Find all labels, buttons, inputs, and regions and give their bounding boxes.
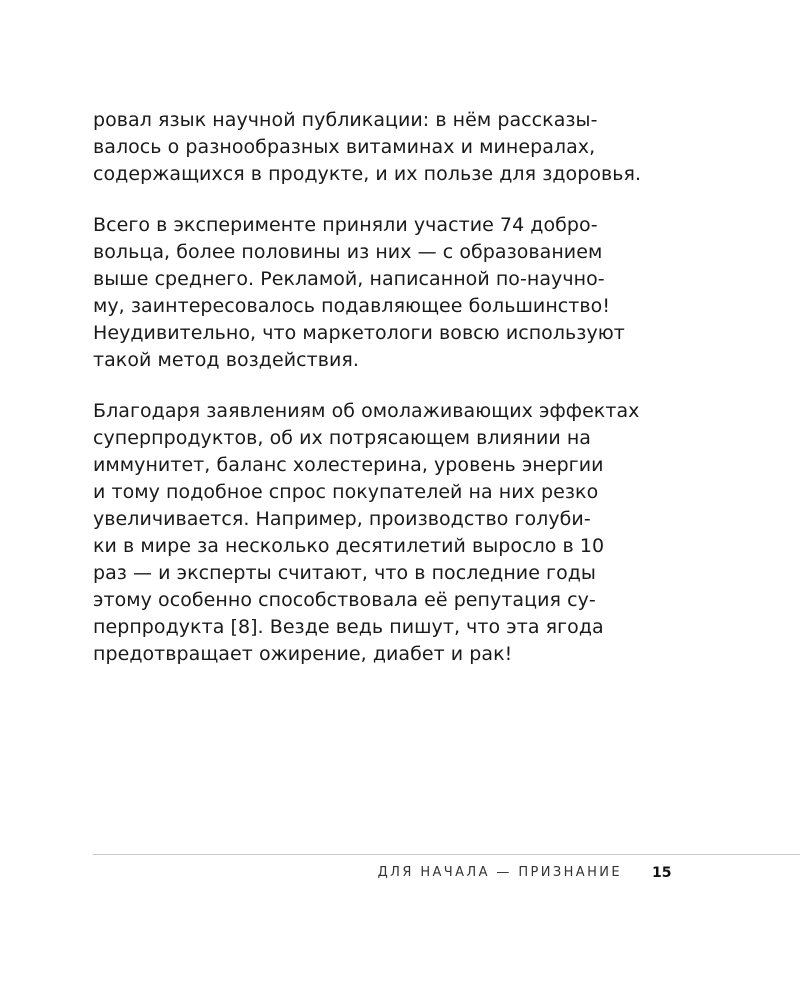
- text-line: Всего в эксперименте приняли участие 74 добро-: [93, 214, 598, 236]
- text-line: Благодаря заявлениям об омолаживающих эффектах: [93, 400, 640, 422]
- text-line: иммунитет, баланс холестерина, уровень энергии: [93, 454, 604, 476]
- footer-divider: [93, 854, 800, 855]
- text-line: му, заинтересовалось подавляющее большинство!: [93, 295, 610, 317]
- page-number: 15: [652, 865, 672, 881]
- text-line: этому особенно способствовала её репутация су-: [93, 589, 596, 611]
- text-line: выше среднего. Рекламой, написанной по-научно-: [93, 268, 605, 290]
- text-line: увеличивается. Например, производство голуби-: [93, 508, 591, 530]
- text-line: валось о разнообразных витаминах и минералах,: [93, 136, 596, 158]
- text-line: вольца, более половины из них — с образованием: [93, 241, 603, 263]
- text-line: Неудивительно, что маркетологи вовсю используют: [93, 322, 625, 344]
- paragraph-1: [93, 107, 663, 188]
- text-line: суперпродуктов, об их потрясающем влиянии на: [93, 427, 591, 449]
- text-line: перпродукта [8]. Везде ведь пишут, что эта ягода: [93, 616, 604, 638]
- paragraph-2: [93, 212, 663, 374]
- text-line: и тому подобное спрос покупателей на них резко: [93, 481, 599, 503]
- text-line: раз — и эксперты считают, что в последние годы: [93, 562, 596, 584]
- paragraph-3: [93, 398, 663, 668]
- text-line: ровал язык научной публикации: в нём рассказы-: [93, 109, 598, 131]
- text-line: содержащихся в продукте, и их пользе для здоровья.: [93, 163, 642, 185]
- running-head: ДЛЯ НАЧАЛА — ПРИЗНАНИЕ: [377, 865, 622, 880]
- text-line: предотвращает ожирение, диабет и рак!: [93, 643, 513, 665]
- text-line: такой метод воздействия.: [93, 349, 359, 371]
- body-text: [93, 107, 663, 692]
- text-line: ки в мире за несколько десятилетий выросло в 10: [93, 535, 605, 557]
